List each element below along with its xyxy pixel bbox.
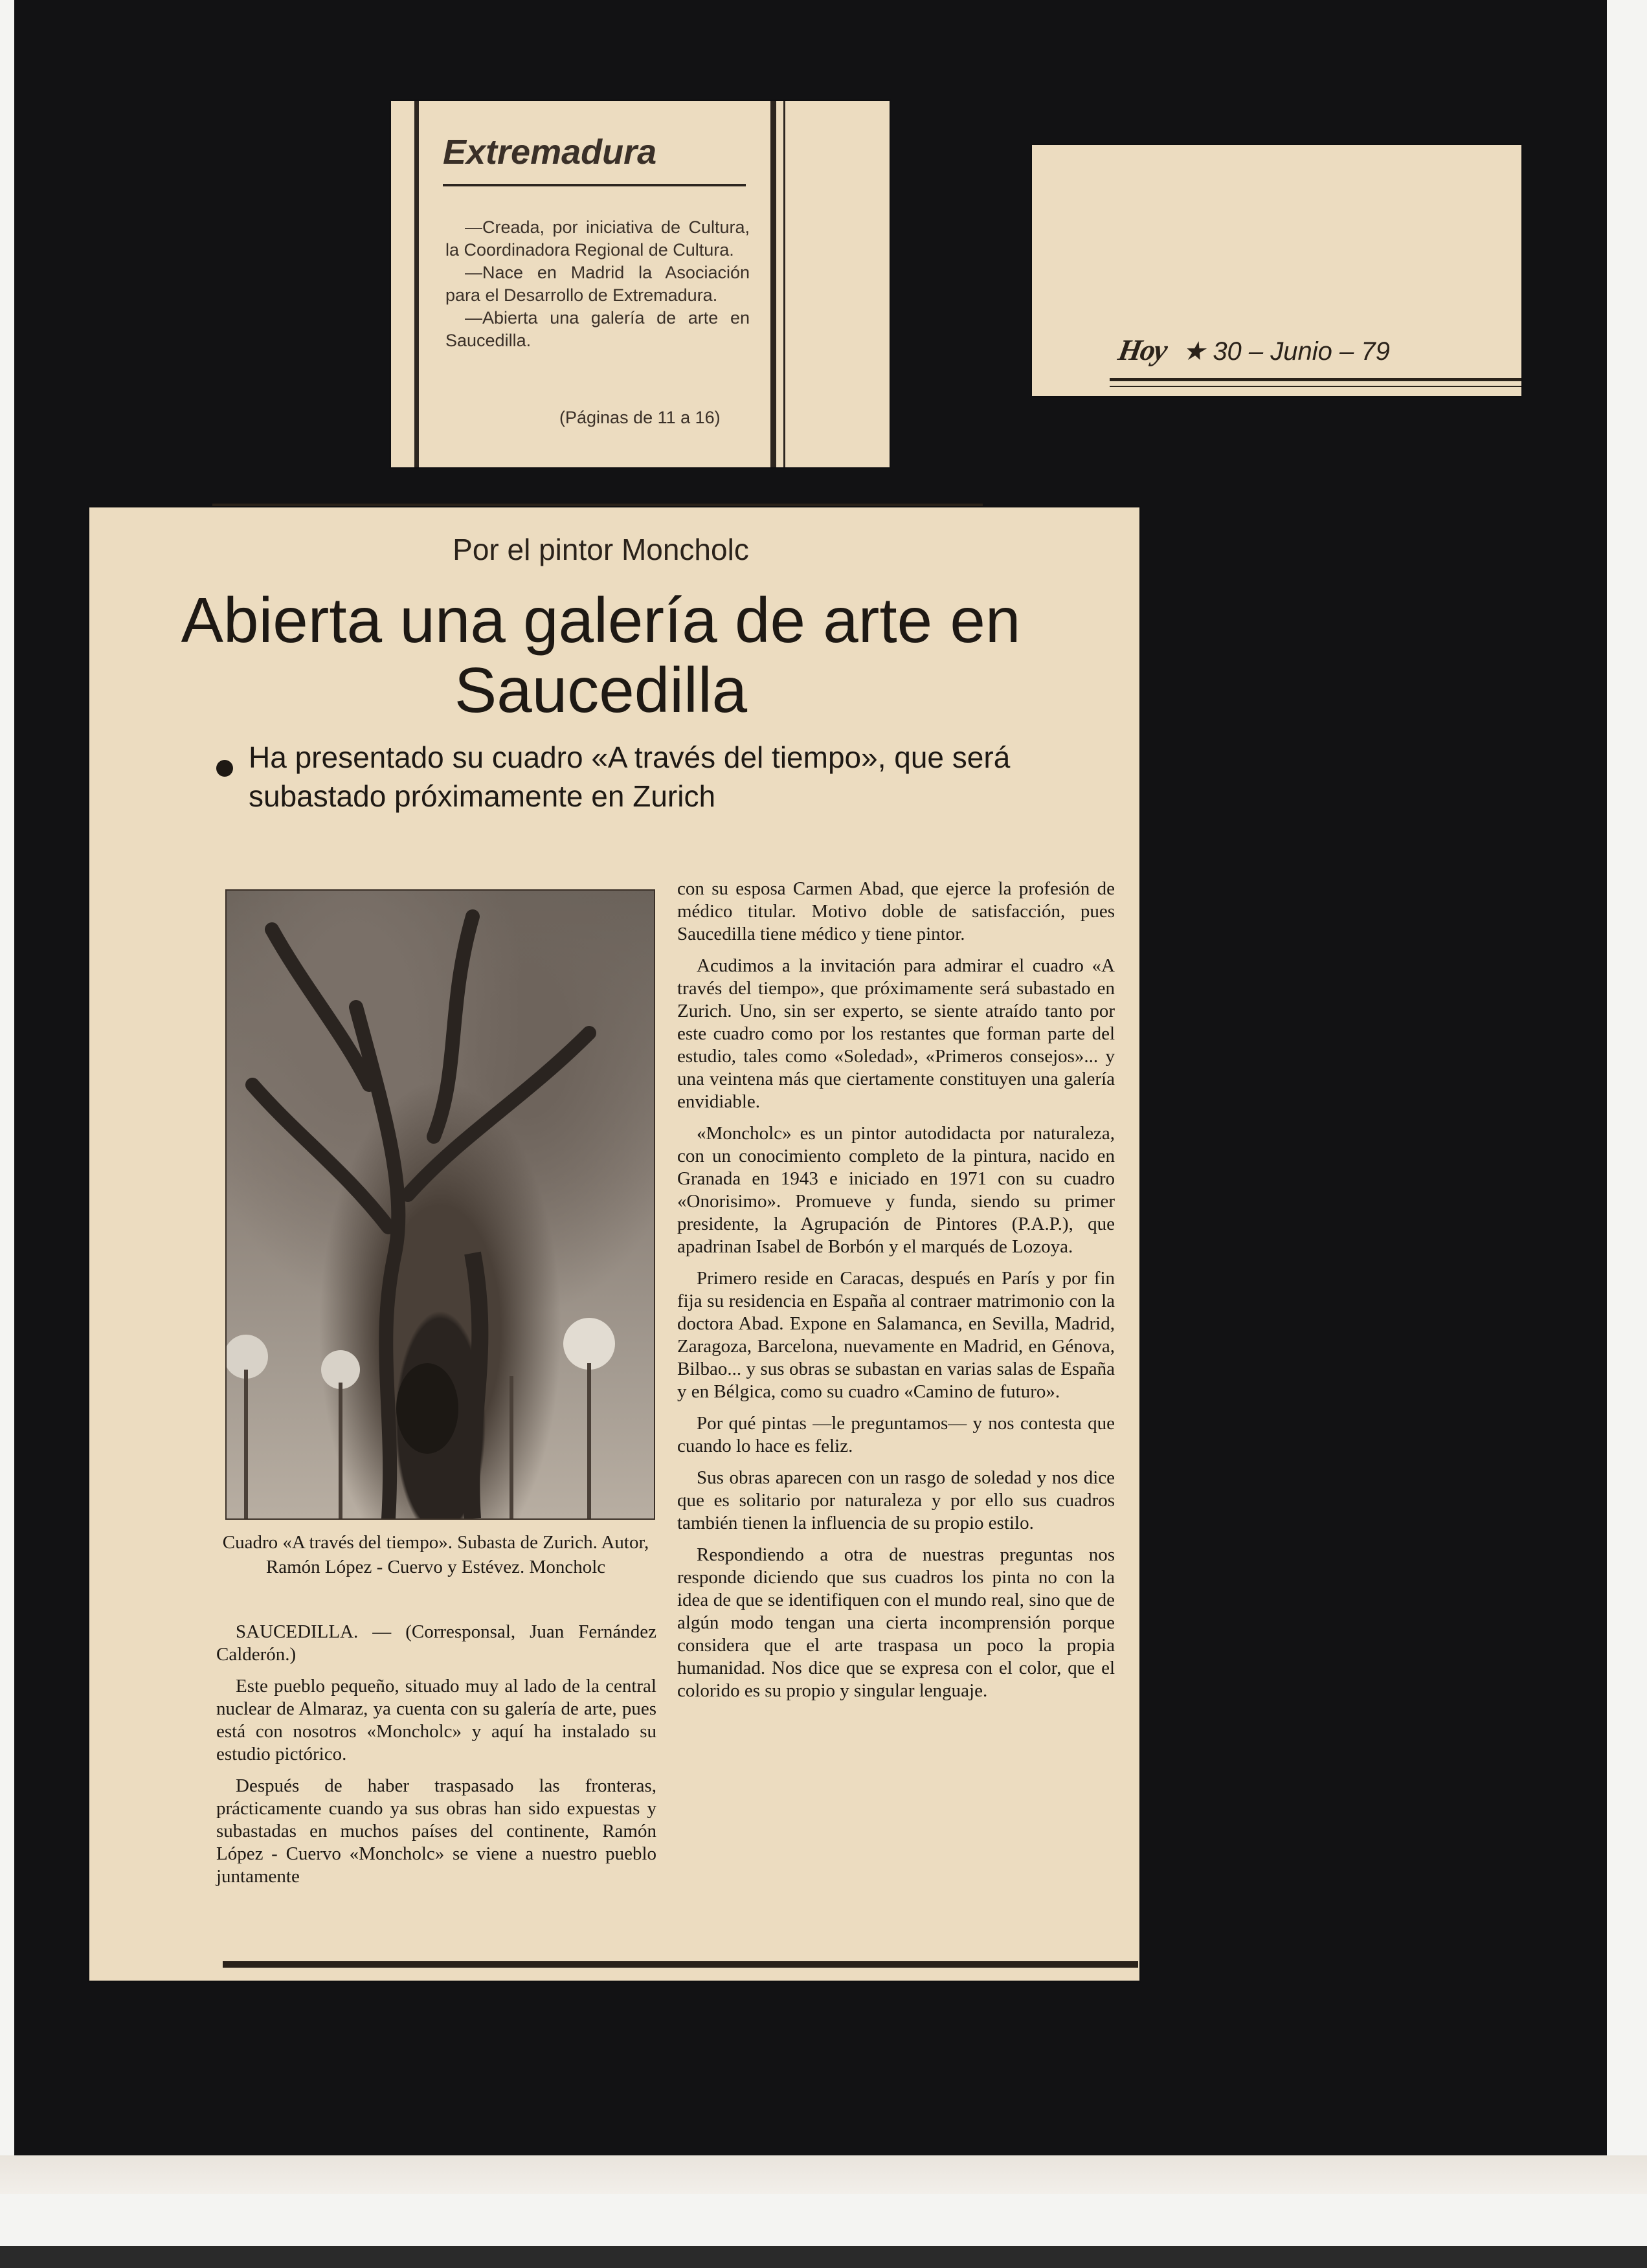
summary-list (445, 216, 750, 352)
rule (223, 1961, 1138, 1968)
rule (1110, 378, 1521, 381)
section-title: Extremadura (443, 133, 657, 172)
star-icon: ★ (1182, 337, 1206, 366)
paragraph: Acudimos a la invitación para admirar el cuadro «A través del tiempo», que próximamente será subastado en Zurich. Uno, sin ser experto, se siente atraído tanto por este cuadro como por los restantes que forman parte del estudio, tales como «Soledad», «Primeros consejos»... y una veintena más que ciertamente constituyen una galería envidiable. (677, 955, 1115, 1112)
photo-caption: Cuadro «A través del tiempo». Subasta de Zurich. Autor, Ramón López - Cuervo y Estévez. Moncholc (222, 1532, 649, 1577)
scanner-edge (0, 2246, 1647, 2268)
column-rule (783, 101, 785, 467)
paragraph: Este pueblo pequeño, situado muy al lado de la central nuclear de Almaraz, ya cuenta con su galería de arte, pues está con nosotros «Moncholc» y aquí ha instalado su estudio pictórico. (216, 1676, 656, 1764)
tree-painting-icon (227, 891, 654, 1518)
paragraph: Sus obras aparecen con un rasgo de soledad y nos dice que es solitario por naturaleza y por ello sus cuadros también tienen la influencia de su propio estilo. (677, 1467, 1115, 1533)
article-column-left (216, 1621, 656, 1897)
paragraph: Primero reside en Caracas, después en París y por fin fija su residencia en España al contraer matrimonio con la doctora Abad. Expone en Salamanca, en Sevilla, Madrid, Zaragoza, Barcelona, nuevamente en Madrid, en Génova, Bilbao... y sus obras se subastan en varias salas de España y en Bélgica, como su cuadro «Camino de futuro». (677, 1268, 1115, 1402)
paragraph: Respondiendo a otra de nuestras preguntas nos responde diciendo que sus cuadros los pinta no con la idea de que se identifiquen con el mundo real, sino que de algún modo tengan una cierta incomprensión porque considera que el arte traspasa un poco la propia humanidad. Nos dice que se expresa con el color, que el colorido es su propio y singular lenguaje. (677, 1544, 1115, 1701)
column-rule (770, 101, 776, 467)
bullet-icon (216, 760, 233, 777)
column-rule (414, 101, 419, 467)
article-kicker: Por el pintor Moncholc (453, 533, 749, 566)
paragraph: «Moncholc» es un pintor autodidacta por naturaleza, con un conocimiento completo de la pintura, nacido en Granada en 1943 e iniciado en 1971 con su cuadro «Onorisimo». Promueve y funda, siendo su primer presidente, la Agrupación de Pintores (P.A.P.), que apadrinan Isabel de Borbón y el marqués de Lozoya. (677, 1123, 1115, 1257)
summary-item: —Creada, por iniciativa de Cultura, la Coordinadora Regional de Cultura. (445, 217, 750, 260)
article-deck: Ha presentado su cuadro «A través del tiempo», que será subastado próximamente en Zurich (249, 740, 1011, 813)
title-underline (443, 184, 746, 186)
painting-photo (225, 889, 655, 1520)
summary-item: —Abierta una galería de arte en Saucedilla. (445, 308, 750, 350)
rule (212, 504, 983, 506)
paragraph: Después de haber traspasado las fronteras, prácticamente cuando ya sus obras han sido expuestas y subastadas en muchos países del continente, Ramón López - Cuervo «Moncholc» se viene a nuestro pueblo juntamente (216, 1775, 656, 1887)
paragraph: SAUCEDILLA. — (Corresponsal, Juan Fernández Calderón.) (216, 1621, 656, 1665)
paragraph: con su esposa Carmen Abad, que ejerce la profesión de médico titular. Motivo doble de satisfacción, pues Saucedilla tiene médico y tiene pintor. (677, 878, 1115, 944)
paragraph: Por qué pintas —le preguntamos— y nos contesta que cuando lo hace es feliz. (677, 1413, 1115, 1456)
publication-date: 30 – Junio – 79 (1213, 337, 1390, 366)
board-edge (0, 2155, 1647, 2194)
summary-clipping (391, 101, 890, 467)
rule (1110, 386, 1521, 387)
dateline (1115, 333, 1390, 367)
article-clipping (89, 507, 1139, 1981)
newspaper-logo: Hoy (1115, 333, 1169, 366)
article-column-right (677, 878, 1115, 1711)
page-reference: (Páginas de 11 a 16) (559, 408, 721, 427)
summary-item: —Nace en Madrid la Asociación para el Desarrollo de Extremadura. (445, 263, 750, 305)
article-headline: Abierta una galería de arte en Saucedilla (181, 584, 1021, 726)
date-clipping (1032, 145, 1521, 396)
